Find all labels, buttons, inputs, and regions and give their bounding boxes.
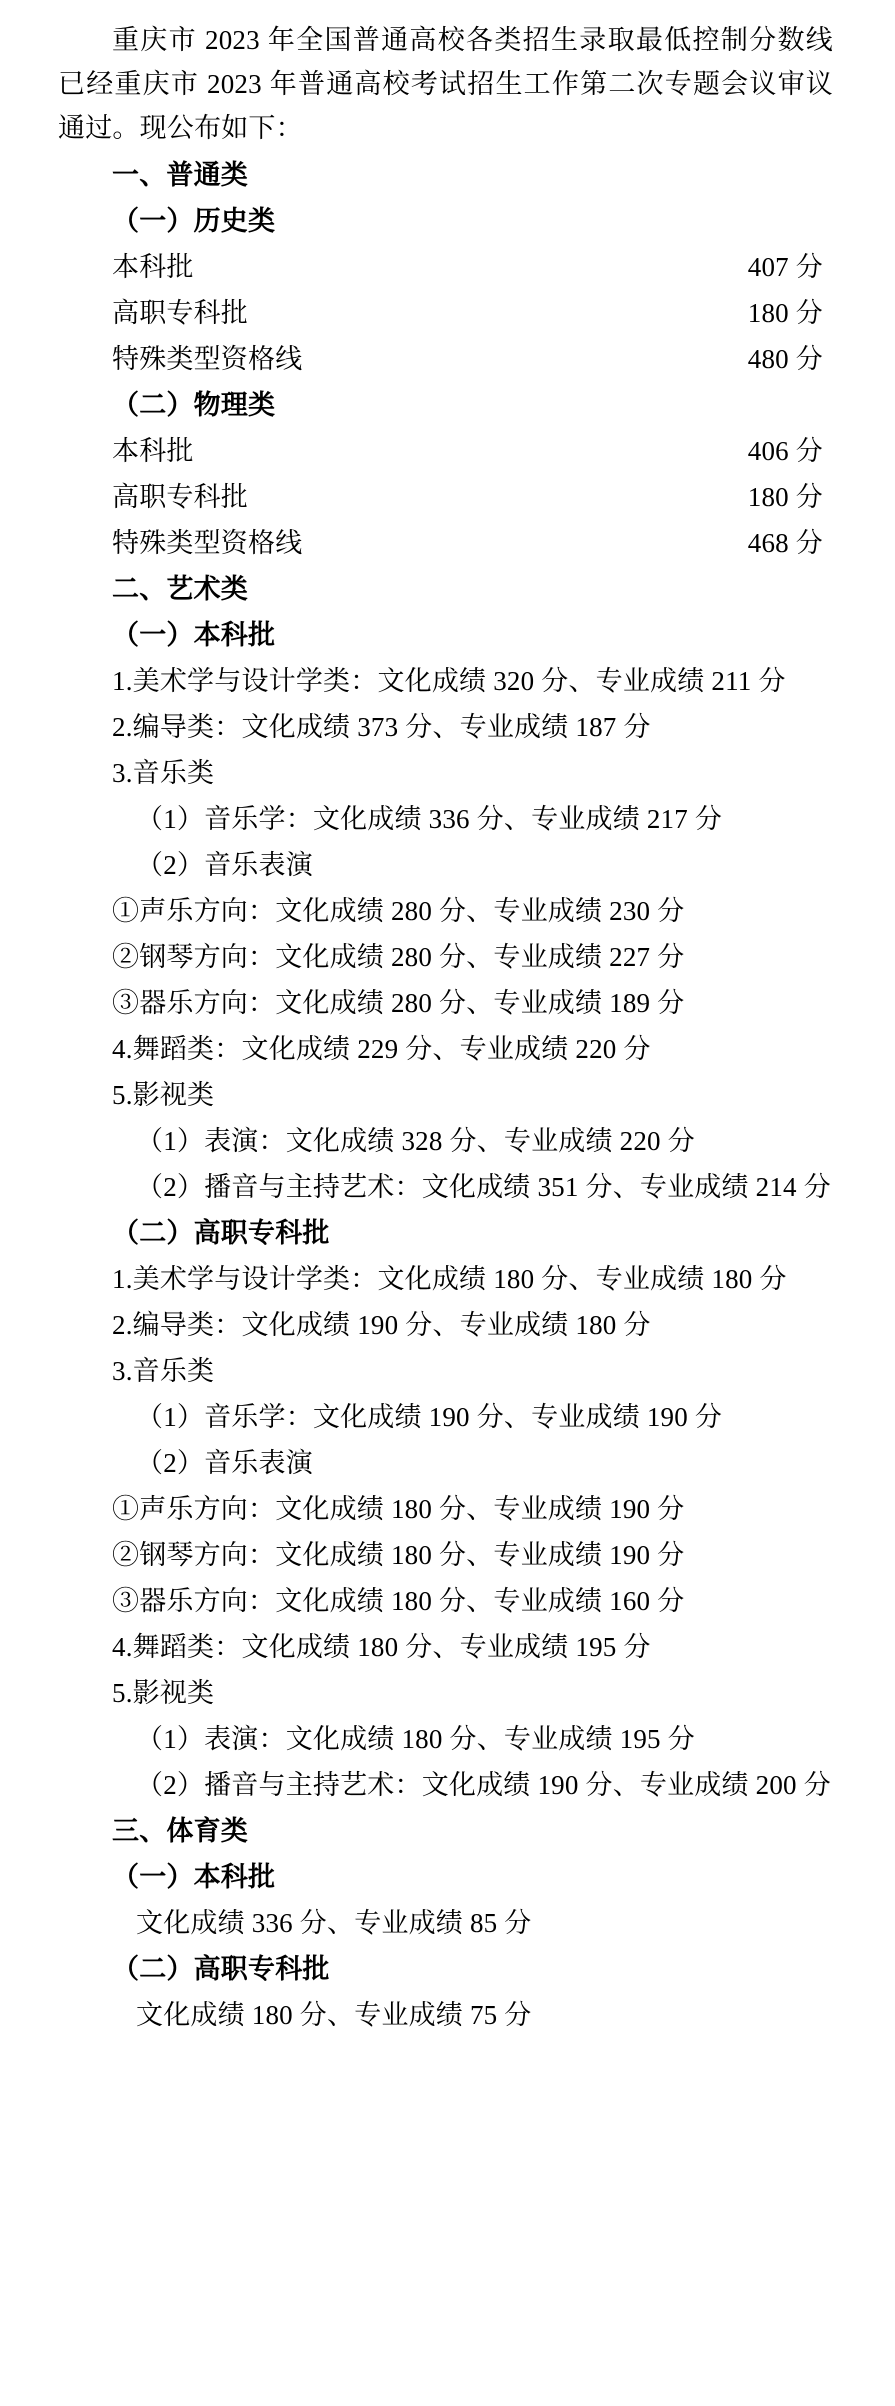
subsection-history [58, 198, 833, 382]
subsection-heading: （二）物理类 [112, 390, 276, 420]
subsection-physics [58, 382, 833, 566]
list-item: 1.美术学与设计学类：文化成绩 320 分、专业成绩 211 分 [112, 666, 786, 696]
intro-paragraph: 重庆市 2023 年全国普通高校各类招生录取最低控制分数线已经重庆市 2023 年普通高校考试招生工作第二次专题会议审议通过。现公布如下： [58, 25, 833, 143]
score-value: 180 分 [747, 298, 823, 328]
list-item: ②钢琴方向：文化成绩 280 分、专业成绩 227 分 [112, 942, 685, 972]
list-item: 4.舞蹈类：文化成绩 229 分、专业成绩 220 分 [112, 1034, 651, 1064]
score-row [58, 244, 833, 290]
list-item: （1）表演：文化成绩 328 分、专业成绩 220 分 [136, 1126, 695, 1156]
list-item: （1）表演：文化成绩 180 分、专业成绩 195 分 [136, 1724, 695, 1754]
score-value: 480 分 [747, 344, 823, 374]
score-row [58, 520, 833, 566]
list-item: 4.舞蹈类：文化成绩 180 分、专业成绩 195 分 [112, 1632, 651, 1662]
section-sports [58, 1808, 833, 2038]
list-item: 文化成绩 180 分、专业成绩 75 分 [136, 2000, 532, 2030]
subsection-heading: （二）高职专科批 [112, 1218, 330, 1248]
section-art [58, 566, 833, 1808]
list-item: 2.编导类：文化成绩 373 分、专业成绩 187 分 [112, 712, 651, 742]
score-value: 406 分 [747, 436, 823, 466]
list-item: 3.音乐类 [112, 1356, 215, 1386]
section-heading: 二、艺术类 [112, 574, 248, 604]
section-general [58, 152, 833, 566]
score-row [58, 474, 833, 520]
list-item: （2）音乐表演 [136, 1448, 313, 1478]
score-row [58, 428, 833, 474]
score-value: 468 分 [747, 528, 823, 558]
score-row [58, 336, 833, 382]
list-item: （1）音乐学：文化成绩 190 分、专业成绩 190 分 [136, 1402, 723, 1432]
subsection-art-undergraduate [58, 612, 833, 1210]
section-heading: 三、体育类 [112, 1816, 248, 1846]
list-item: （1）音乐学：文化成绩 336 分、专业成绩 217 分 [136, 804, 723, 834]
score-value: 407 分 [747, 252, 823, 282]
score-label: 高职专科批 [112, 298, 248, 328]
list-item: 2.编导类：文化成绩 190 分、专业成绩 180 分 [112, 1310, 651, 1340]
list-item: ①声乐方向：文化成绩 280 分、专业成绩 230 分 [112, 896, 685, 926]
list-item: （2）播音与主持艺术：文化成绩 351 分、专业成绩 214 分 [136, 1172, 831, 1202]
subsection-heading: （一）本科批 [112, 620, 276, 650]
list-item: 5.影视类 [112, 1678, 215, 1708]
section-heading: 一、普通类 [112, 160, 248, 190]
list-item: 3.音乐类 [112, 758, 215, 788]
list-item: 5.影视类 [112, 1080, 215, 1110]
score-label: 特殊类型资格线 [112, 528, 303, 558]
list-item: 文化成绩 336 分、专业成绩 85 分 [136, 1908, 532, 1938]
subsection-heading: （一）历史类 [112, 206, 276, 236]
list-item: 1.美术学与设计学类：文化成绩 180 分、专业成绩 180 分 [112, 1264, 787, 1294]
score-value: 180 分 [747, 482, 823, 512]
score-row [58, 290, 833, 336]
subsection-heading: （一）本科批 [112, 1862, 276, 1892]
list-item: ①声乐方向：文化成绩 180 分、专业成绩 190 分 [112, 1494, 685, 1524]
list-item: ③器乐方向：文化成绩 180 分、专业成绩 160 分 [112, 1586, 685, 1616]
subsection-art-vocational [58, 1210, 833, 1808]
score-label: 高职专科批 [112, 482, 248, 512]
subsection-heading: （二）高职专科批 [112, 1954, 330, 1984]
list-item: （2）播音与主持艺术：文化成绩 190 分、专业成绩 200 分 [136, 1770, 831, 1800]
score-label: 本科批 [112, 252, 194, 282]
list-item: ③器乐方向：文化成绩 280 分、专业成绩 189 分 [112, 988, 685, 1018]
list-item: ②钢琴方向：文化成绩 180 分、专业成绩 190 分 [112, 1540, 685, 1570]
list-item: （2）音乐表演 [136, 850, 313, 880]
subsection-sports-undergraduate [58, 1854, 833, 1946]
score-label: 特殊类型资格线 [112, 344, 303, 374]
subsection-sports-vocational [58, 1946, 833, 2038]
score-label: 本科批 [112, 436, 194, 466]
